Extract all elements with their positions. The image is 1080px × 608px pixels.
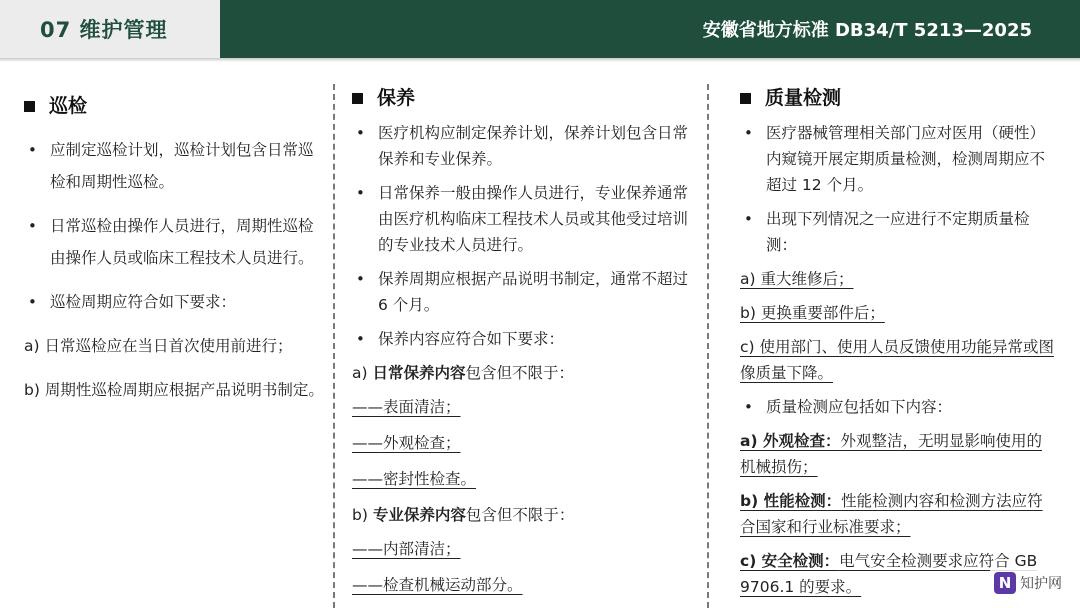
- daily-maintenance-line: a) 日常保养内容包含但不限于：: [352, 364, 575, 382]
- list-item: • 医疗机构应制定保养计划，保养计划包含日常保养和专业保养。: [352, 120, 692, 172]
- bullet-dot-icon: •: [28, 293, 37, 311]
- list-item: • 医疗器械管理相关部门应对医用（硬性）内窥镜开展定期质量检测，检测周期应不超过 12 个月。: [740, 120, 1056, 198]
- maintenance-heading: [352, 84, 692, 112]
- list-item: a) 重大维修后；: [740, 270, 854, 288]
- square-bullet-icon: [740, 93, 751, 104]
- quality-testing-column: [740, 84, 1056, 608]
- appearance-check-item: a) 外观检查：外观整洁，无明显影响使用的机械损伤；: [740, 432, 1042, 476]
- bullet-dot-icon: •: [356, 184, 365, 202]
- list-item: • 质量检测应包括如下内容：: [740, 394, 1056, 420]
- inspection-column: [24, 84, 326, 418]
- logo-icon: N: [994, 572, 1016, 594]
- professional-maintenance-line: b) 专业保养内容包含但不限于：: [352, 506, 575, 524]
- bullet-dot-icon: •: [356, 270, 365, 288]
- inspection-heading: [24, 92, 326, 120]
- maintenance-column: [352, 84, 692, 608]
- list-item: ——表面清洁；: [352, 398, 461, 416]
- list-item: ——内部清洁；: [352, 540, 461, 558]
- column-divider-1: [333, 84, 335, 608]
- list-item: ——外观检查；: [352, 434, 461, 452]
- bullet-dot-icon: •: [744, 210, 753, 228]
- column-divider-2: [707, 84, 709, 608]
- list-item: • 保养内容应符合如下要求：: [352, 326, 692, 352]
- list-item: • 应制定巡检计划，巡检计划包含日常巡检和周期性巡检。: [24, 134, 326, 198]
- list-item: • 巡检周期应符合如下要求：: [24, 286, 326, 318]
- bullet-dot-icon: •: [356, 124, 365, 142]
- list-item: • 日常巡检由操作人员进行，周期性巡检由操作人员或临床工程技术人员进行。: [24, 210, 326, 274]
- list-item: b) 更换重要部件后；: [740, 304, 885, 322]
- list-item: • 出现下列情况之一应进行不定期质量检测：: [740, 206, 1056, 258]
- performance-test-item: b) 性能检测：性能检测内容和检测方法应符合国家和行业标准要求；: [740, 492, 1043, 536]
- inspection-title: 巡检: [49, 95, 88, 117]
- list-item: c) 使用部门、使用人员反馈使用功能异常或图像质量下降。: [740, 338, 1054, 382]
- list-item: ——检查机械运动部分。: [352, 576, 523, 594]
- list-item: ——密封性检查。: [352, 470, 477, 488]
- bullet-dot-icon: •: [28, 141, 37, 159]
- bullet-dot-icon: •: [744, 124, 753, 142]
- list-item: • 日常保养一般由操作人员进行，专业保养通常由医疗机构临床工程技术人员或其他受过培训的专业技术人员进行。: [352, 180, 692, 258]
- logo-text: 知护网: [1020, 576, 1062, 592]
- square-bullet-icon: [352, 93, 363, 104]
- maintenance-title: 保养: [377, 87, 416, 109]
- square-bullet-icon: [24, 101, 35, 112]
- safety-test-item: c) 安全检测：电气安全检测要求应符合 GB 9706.1 的要求。: [740, 552, 1038, 596]
- bullet-dot-icon: •: [356, 330, 365, 348]
- bullet-dot-icon: •: [28, 217, 37, 235]
- list-item: • 保养周期应根据产品说明书制定，通常不超过 6 个月。: [352, 266, 692, 318]
- watermark-logo: [990, 570, 1066, 596]
- standard-title: 安徽省地方标准 DB34/T 5213—2025: [702, 20, 1032, 41]
- header-shadow: [0, 58, 1080, 62]
- section-title: 07 维护管理: [40, 18, 168, 42]
- quality-testing-title: 质量检测: [765, 87, 842, 109]
- bullet-dot-icon: •: [744, 398, 753, 416]
- quality-testing-heading: [740, 84, 1056, 112]
- inspection-item-b: b) 周期性巡检周期应根据产品说明书制定。: [24, 381, 324, 399]
- inspection-item-a: a) 日常巡检应在当日首次使用前进行；: [24, 337, 293, 355]
